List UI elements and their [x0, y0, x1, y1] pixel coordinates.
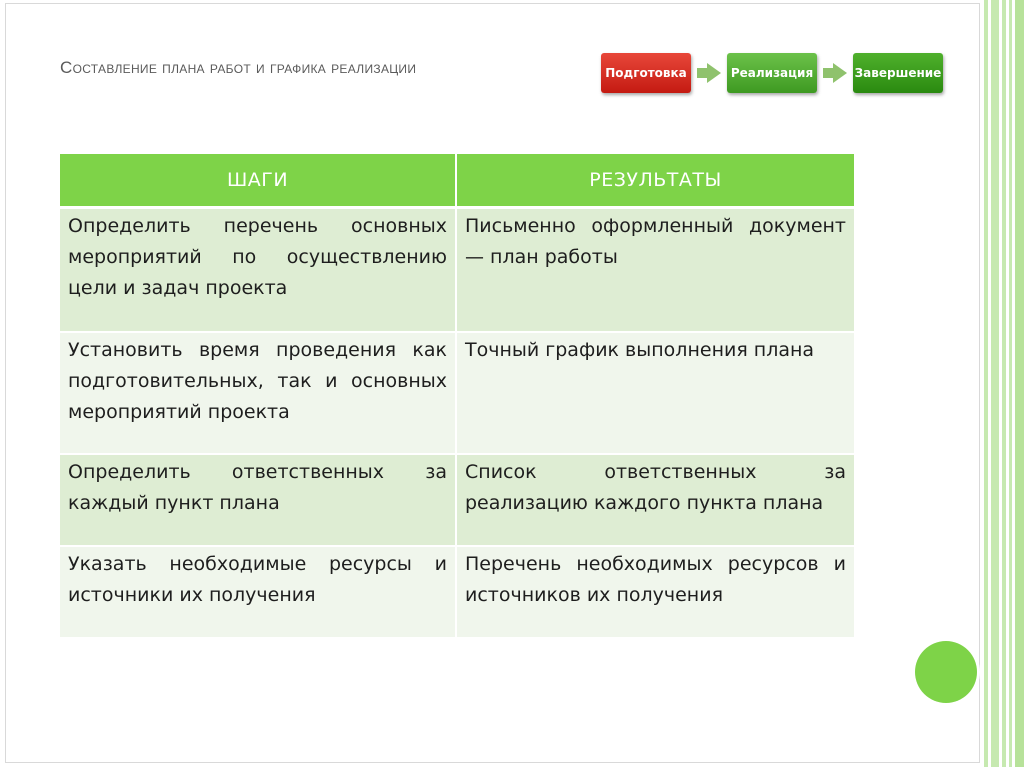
table-row [60, 546, 854, 638]
process-step-completion: Завершение [853, 53, 943, 93]
decor-circle [915, 641, 977, 703]
table-header-row [60, 154, 854, 208]
result-cell: Письменно оформленный документ — план работы [456, 208, 854, 332]
step-cell: Определить перечень основных мероприятий по осуществлению цели и задач проекта [60, 208, 456, 332]
result-cell: Перечень необходимых ресурсов и источников их получения [456, 546, 854, 638]
process-step-preparation: Подготовка [601, 53, 691, 93]
result-cell: Список ответственных за реализацию каждого пункта плана [456, 454, 854, 546]
decor-stripe [1009, 0, 1012, 767]
decor-stripe [991, 0, 999, 767]
process-arrow-icon [707, 63, 721, 83]
header-results: РЕЗУЛЬТАТЫ [456, 154, 854, 208]
decor-stripe [1015, 0, 1024, 767]
table-row [60, 454, 854, 546]
plan-table [60, 154, 854, 639]
step-cell: Определить ответственных за каждый пункт плана [60, 454, 456, 546]
header-steps: ШАГИ [60, 154, 456, 208]
table-row [60, 332, 854, 454]
table-row [60, 208, 854, 332]
step-cell: Установить время проведения как подготовительных, так и основных мероприятий проекта [60, 332, 456, 454]
step-cell: Указать необходимые ресурсы и источники их получения [60, 546, 456, 638]
process-step-implementation: Реализация [727, 53, 817, 93]
slide-title: Составление плана работ и графика реализации [60, 58, 417, 77]
result-cell: Точный график выполнения плана [456, 332, 854, 454]
decor-stripe [1002, 0, 1006, 767]
process-arrow-icon [833, 63, 847, 83]
decor-stripe [984, 0, 988, 767]
